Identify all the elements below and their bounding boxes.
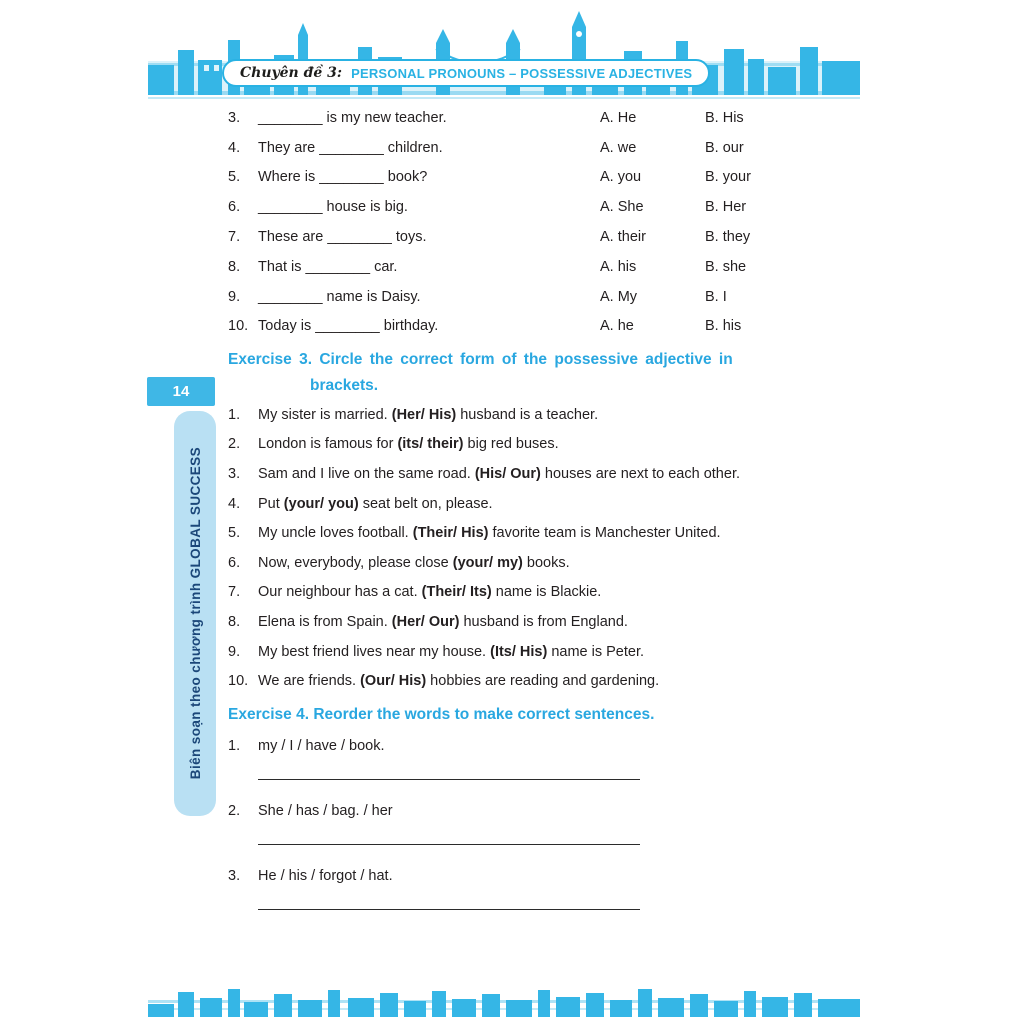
item-text-pre: Elena is from Spain. [258, 613, 392, 630]
chapter-badge-label: Chuyên đề 3: [240, 65, 343, 81]
exercise3-item [228, 489, 828, 519]
item-choice-bold: (your/ you) [283, 495, 359, 512]
item-text-row [228, 733, 828, 759]
mc-question-row [228, 312, 828, 342]
question-text: Where is ________ book? [258, 169, 428, 186]
item-text-pre: My best friend lives near my house. [258, 643, 491, 660]
item-number: 3. [228, 868, 241, 884]
city-skyline-art-top [148, 3, 860, 105]
chapter-badge [222, 59, 710, 87]
item-text-post: hobbies are reading and gardening. [426, 673, 660, 690]
sidebar-caption-text: Biên soạn theo chương trình GLOBAL SUCCESS [187, 447, 203, 780]
item-text-pre: London is famous for [258, 436, 398, 453]
exercise3-item [228, 607, 828, 637]
mc-question-row [228, 252, 828, 282]
question-number: 8. [228, 258, 241, 275]
item-text [258, 584, 828, 600]
item-text-row [228, 798, 828, 824]
question-text: ________ house is big. [258, 199, 408, 216]
item-text-post: houses are next to each other. [540, 465, 740, 482]
mc-question-row [228, 163, 828, 193]
item-text [258, 673, 828, 689]
exercise3-item [228, 637, 828, 667]
answer-line [258, 824, 640, 845]
question-text: They are ________ children. [258, 139, 443, 156]
item-number: 6. [228, 554, 241, 571]
option-b: B. I [705, 288, 727, 305]
option-b: B. Her [705, 199, 747, 216]
item-text [258, 436, 828, 452]
item-choice-bold: (its/ their) [397, 436, 464, 453]
mc-question-row [228, 133, 828, 163]
question-number: 9. [228, 288, 241, 305]
item-choice-bold: (Our/ His) [360, 673, 427, 690]
exercise3-list [228, 400, 828, 696]
exercise3-item [228, 459, 828, 489]
item-text-post: seat belt on, please. [358, 495, 493, 512]
exercise4-heading: Exercise 4. Reorder the words to make correct sentences. [228, 706, 655, 723]
option-b: B. our [705, 139, 744, 156]
multiple-choice-section [228, 103, 828, 341]
question-number: 4. [228, 139, 241, 156]
item-choice-bold: (Her/ Our) [391, 613, 460, 630]
exercise4-list [228, 733, 828, 928]
item-number: 5. [228, 525, 241, 542]
item-text-post: name is Blackie. [491, 584, 602, 601]
mc-question-row [228, 103, 828, 133]
item-number: 1. [228, 738, 241, 754]
item-text-pre: We are friends. [258, 673, 361, 690]
option-a: A. we [600, 139, 637, 156]
exercise3-item [228, 578, 828, 608]
item-number: 9. [228, 643, 241, 660]
item-choice-bold: (Its/ His) [490, 643, 548, 660]
option-b: B. his [705, 318, 742, 335]
option-a: A. he [600, 318, 634, 335]
option-a: A. He [600, 109, 637, 126]
item-number: 2. [228, 436, 241, 453]
item-text-pre: Now, everybody, please close [258, 554, 453, 571]
item-choice-bold: (His/ Our) [474, 465, 541, 482]
exercise3-heading [228, 347, 800, 399]
item-text [258, 496, 828, 512]
exercise4-item [228, 733, 828, 780]
question-number: 6. [228, 199, 241, 216]
option-a: A. She [600, 199, 644, 216]
item-text [258, 644, 828, 660]
option-a: A. you [600, 169, 642, 186]
exercise4-item [228, 863, 828, 910]
item-choice-bold: (Her/ His) [391, 406, 457, 423]
question-text: ________ name is Daisy. [258, 288, 421, 305]
exercise3-heading-line1: Exercise 3. Circle the correct form of the possessive adjective in [228, 351, 733, 368]
item-text-post: name is Peter. [547, 643, 645, 660]
exercise3-item [228, 400, 828, 430]
option-a: A. his [600, 258, 637, 275]
exercise3-item [228, 666, 828, 696]
item-text-pre: Our neighbour has a cat. [258, 584, 422, 601]
option-b: B. she [705, 258, 747, 275]
question-text: These are ________ toys. [258, 229, 427, 246]
item-number: 7. [228, 584, 241, 601]
item-number: 2. [228, 803, 241, 819]
answer-line [258, 759, 640, 780]
item-text-row [228, 863, 828, 889]
page-number-badge: 14 [147, 377, 215, 406]
item-choice-bold: (Their/ His) [412, 525, 489, 542]
item-text: He / his / forgot / hat. [258, 868, 393, 884]
item-text-pre: My sister is married. [258, 406, 392, 423]
mc-question-row [228, 192, 828, 222]
item-text-post: favorite team is Manchester United. [488, 525, 721, 542]
exercise3-item [228, 548, 828, 578]
item-text-post: husband is a teacher. [456, 406, 599, 423]
question-number: 10. [228, 318, 249, 335]
item-text: my / I / have / book. [258, 738, 385, 754]
item-text [258, 407, 828, 423]
item-choice-bold: (Their/ Its) [421, 584, 492, 601]
option-b: B. His [705, 109, 744, 126]
item-number: 3. [228, 465, 241, 482]
exercise4-item [228, 798, 828, 845]
exercise3-item [228, 518, 828, 548]
option-a: A. My [600, 288, 638, 305]
mc-question-row [228, 222, 828, 252]
option-a: A. their [600, 229, 646, 246]
question-text: Today is ________ birthday. [258, 318, 439, 335]
item-text-pre: Sam and I live on the same road. [258, 465, 475, 482]
question-number: 5. [228, 169, 241, 186]
exercise3-heading-line2: brackets. [310, 377, 379, 394]
item-text [258, 466, 828, 482]
option-b: B. they [705, 229, 751, 246]
exercise3-item [228, 430, 828, 460]
question-number: 7. [228, 229, 241, 246]
item-choice-bold: (your/ my) [452, 554, 523, 571]
item-text: She / has / bag. / her [258, 803, 393, 819]
question-text: That is ________ car. [258, 258, 398, 275]
item-text-post: big red buses. [463, 436, 559, 453]
item-text-post: books. [522, 554, 570, 571]
option-b: B. your [705, 169, 751, 186]
chapter-badge-title: PERSONAL PRONOUNS – POSSESSIVE ADJECTIVES [351, 65, 693, 81]
item-text-post: husband is from England. [459, 613, 628, 630]
city-skyline-art-bottom [148, 984, 860, 1017]
mc-question-row [228, 282, 828, 312]
item-text [258, 525, 828, 541]
item-text-pre: Put [258, 495, 284, 512]
sidebar-caption-bar [174, 411, 216, 816]
item-number: 8. [228, 613, 241, 630]
item-number: 10. [228, 673, 249, 690]
item-text [258, 555, 828, 571]
item-number: 1. [228, 406, 241, 423]
question-text: ________ is my new teacher. [258, 109, 447, 126]
answer-line [258, 889, 640, 910]
item-text [258, 614, 828, 630]
question-number: 3. [228, 109, 241, 126]
item-text-pre: My uncle loves football. [258, 525, 413, 542]
item-number: 4. [228, 495, 241, 512]
